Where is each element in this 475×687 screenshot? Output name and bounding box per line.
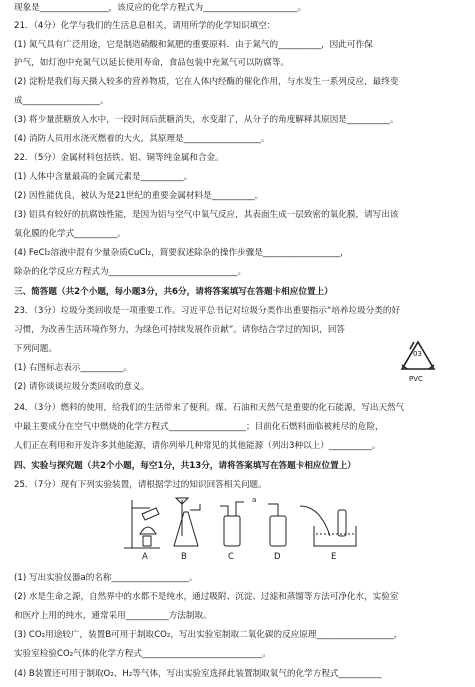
q22-title: 22．（5分）金属材料包括铁、铝、铜等纯金属和合金。 <box>14 153 224 163</box>
text-line: (3) 将少量蔗糖放入水中，一段时间后蔗糖消失，水变甜了，从分子的角度解释其原因是__________。 <box>14 115 399 125</box>
lab-apparatus-figure <box>120 496 360 564</box>
text-line: 下列问题。 <box>14 344 57 354</box>
text-line: 除杂的化学反应方程式为______________________________。 <box>14 267 247 277</box>
recycle-material: PVC <box>409 375 423 383</box>
text-line: 实验室检验CO₂气体的化学方程式____________________________。 <box>14 649 271 659</box>
apparatus-drawing <box>120 496 360 552</box>
text-line: (1) 写出实验仪器a的名称__________________。 <box>14 573 198 583</box>
figure-label-c: C <box>228 552 234 562</box>
text-line: (3) 铝具有较好的抗腐蚀性能，是因为铝与空气中氧气反应，其表面生成一层致密的氧化膜，请写出该 <box>14 210 399 220</box>
text-line: (3) CO₂用途较广，装置B可用于制取CO₂，写出实验室制取二氧化碳的反应原理__________________， <box>14 630 403 640</box>
text-line: (4) B装置还可用于制取O₂、H₂等气体，写出实验室选择此装置制取氧气的化学方程式__________ <box>14 669 382 679</box>
q21-title: 21．（4分）化学与我们的生活息息相关，请用所学的化学知识填空： <box>14 21 276 31</box>
text-line: (1) 右图标志表示__________。 <box>14 363 133 373</box>
text-line: 人们正在利用和开发许多其他能源，请你列举几种常见的其他能源（列出3种以上）__________。 <box>14 441 381 451</box>
text-line: 和医疗上用的纯水，通常采用__________方法制取。 <box>14 611 212 621</box>
figure-label-d: D <box>274 552 281 562</box>
q25-title: 25．（7分）现有下列实验装置，请根据学过的知识回答相关问题。 <box>14 480 267 490</box>
text-line: (2) 水是生命之源，自然界中的水都不是纯水，通过吸附、沉淀、过滤和蒸馏等方法可净化水，实验室 <box>14 592 399 602</box>
instrument-label-a: a <box>252 496 257 504</box>
recycle-code: 03 <box>413 350 422 358</box>
text-line: (2) 因性能优良，被认为是21世纪的重要金属材料是__________。 <box>14 191 264 201</box>
q24-title: 24．（3分）燃料的使用，给我们的生活带来了便利。煤、石油和天然气是重要的化石能源，写出天然气 <box>14 403 405 413</box>
figure-label-e: E <box>331 552 337 562</box>
text-line: 中最主要成分在空气中燃烧的化学方程式__________________；目前化石燃料面临被耗尽的危险， <box>14 422 384 432</box>
text-line: (4) 消防人员用水浇灭燃着的大火，其原理是__________________。 <box>14 134 270 144</box>
text-line: 氧化膜的化学式__________。 <box>14 229 126 239</box>
q23-title: 23．（3分）垃圾分类回收是一项重要工作。习近平总书记对垃圾分类作出重要指示“培养垃圾分类的好 <box>14 306 401 316</box>
figure-label-b: B <box>181 552 187 562</box>
section-3-heading: 三、简答题（共2个小题，每小题3分，共6分，请将答案填写在答题卡相应位置上） <box>14 287 333 297</box>
text-line: (2) 请你谈谈垃圾分类回收的意义。 <box>14 382 150 392</box>
section-4-heading: 四、实验与探究题（共2个小题，每空1分，共13分，请将答案填写在答题卡相应位置上） <box>14 461 356 471</box>
text-line: 习惯，为改善生活环境作努力，为绿色可持续发展作贡献”。请你结合学过的知识，回答 <box>14 325 346 335</box>
figure-label-a: A <box>142 552 148 562</box>
text-line: 成__________________。 <box>14 96 109 106</box>
recycle-pvc-icon <box>398 339 442 383</box>
text-line: (1) 人体中含量最高的金属元素是__________。 <box>14 172 193 182</box>
text-line: 现象是________________，该反应的化学方程式为______________________。 <box>14 3 307 13</box>
text-line: (1) 氮气具有广泛用途，它是制造硝酸和氮肥的重要原料．由于氮气的__________，因此可作保 <box>14 40 373 50</box>
text-line: 护气，如灯泡中充氮气以延长使用寿命，食品包装中充氮气可以防腐等。 <box>14 58 290 68</box>
text-line: (2) 淀粉是我们每天摄入较多的营养物质，它在人体内经酶的催化作用，与水发生一系列反应，最终变 <box>14 77 399 87</box>
text-line: (4) FeCl₂溶液中混有少量杂质CuCl₂，简要叙述除杂的操作步骤是__________________， <box>14 248 349 258</box>
